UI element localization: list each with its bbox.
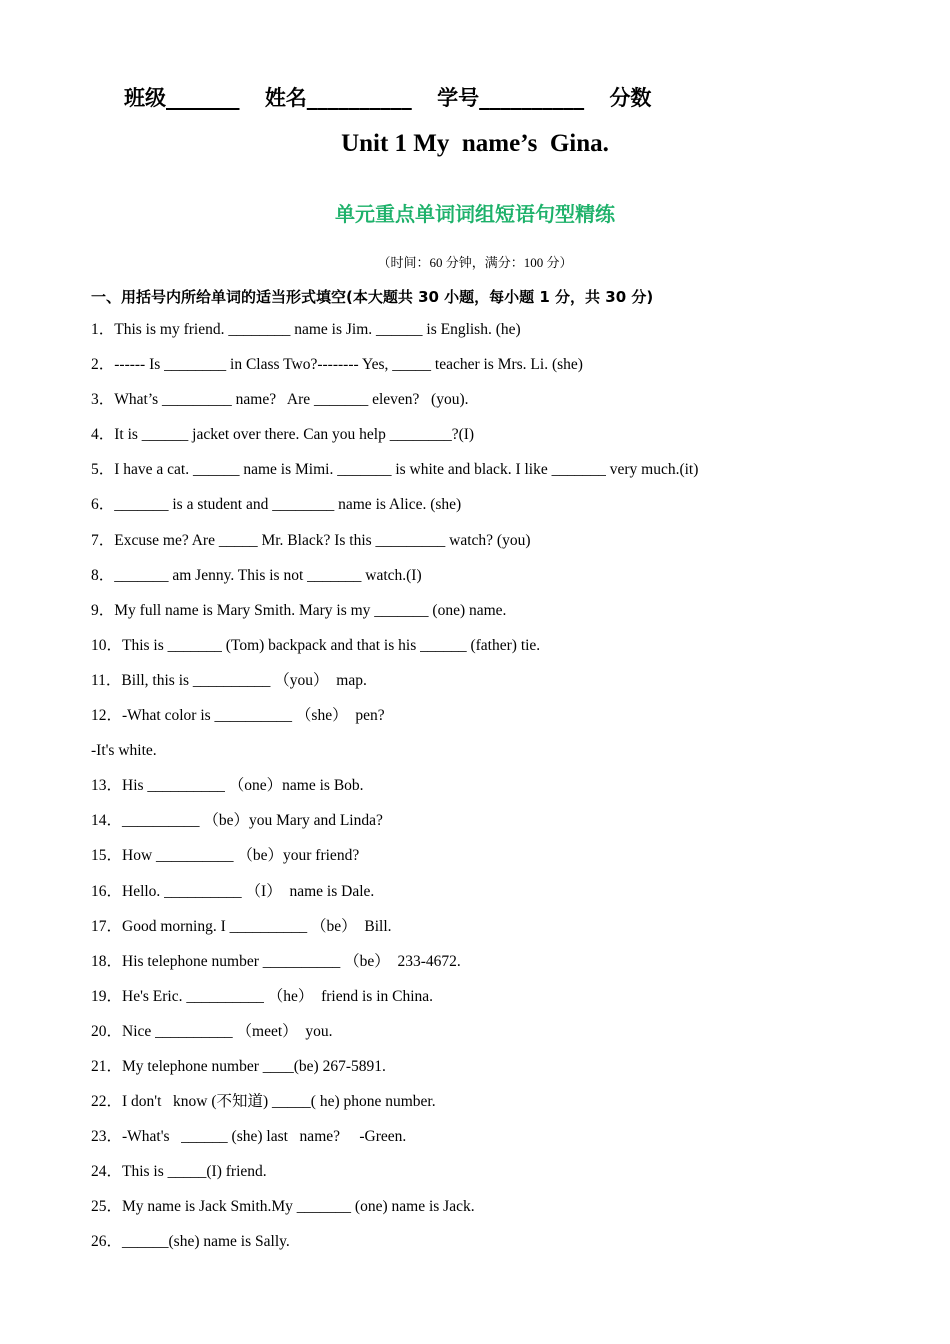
unit-title: Unit 1 My name’s Gina. bbox=[341, 130, 609, 157]
question-item: 18．His telephone number __________ （be） 233-4672. bbox=[91, 952, 461, 970]
question-item: 10．This is _______ (Tom) backpack and that is his ______ (father) tie. bbox=[91, 636, 541, 654]
question-item: 19．He's Eric. __________ （he） friend is in China. bbox=[91, 987, 434, 1005]
worksheet-subtitle: 单元重点单词词组短语句型精练 bbox=[335, 202, 615, 226]
score-field-label: 分数 bbox=[609, 86, 652, 110]
question-item: 16．Hello. __________ （I） name is Dale. bbox=[91, 882, 375, 900]
question-item: 14．__________ （be）you Mary and Linda? bbox=[91, 812, 383, 830]
question-item: 24．This is _____(I) friend. bbox=[91, 1163, 267, 1181]
question-item: 6．_______ is a student and ________ name is Alice. (she) bbox=[91, 496, 462, 514]
section-heading: 一、用括号内所给单词的适当形式填空(本大题共 30 小题，每小题 1 分，共 30 分) bbox=[91, 288, 654, 306]
question-item: 8．_______ am Jenny. This is not _______ watch.(I) bbox=[91, 566, 422, 584]
question-item: -It's white. bbox=[91, 742, 157, 760]
class-field-label: 班级_______ bbox=[124, 86, 240, 110]
student-id-field-label: 学号__________ bbox=[437, 86, 585, 110]
question-item: 7．Excuse me? Are _____ Mr. Black? Is this _________ watch? (you) bbox=[91, 531, 531, 549]
question-item: 9．My full name is Mary Smith. Mary is my _______ (one) name. bbox=[91, 601, 507, 619]
question-item: 23．-What's ______ (she) last name? -Green. bbox=[91, 1128, 407, 1146]
time-score-note: （时间：60 分钟，满分：100 分） bbox=[377, 255, 573, 270]
question-item: 3．What’s _________ name? Are _______ eleven? (you). bbox=[91, 391, 469, 409]
name-field-label: 姓名__________ bbox=[264, 86, 412, 110]
question-item: 25．My name is Jack Smith.My _______ (one) name is Jack. bbox=[91, 1198, 475, 1216]
question-item: 13．His __________ （one）name is Bob. bbox=[91, 777, 364, 795]
question-item: 21．My telephone number ____(be) 267-5891. bbox=[91, 1057, 386, 1075]
question-item: 12．-What color is __________ （she） pen? bbox=[91, 707, 385, 725]
question-item: 11．Bill, this is __________ （you） map. bbox=[91, 671, 367, 689]
question-item: 5．I have a cat. ______ name is Mimi. _______ is white and black. I like _______ very much.(it) bbox=[91, 461, 699, 479]
question-item: 2．------ Is ________ in Class Two?-------- Yes, _____ teacher is Mrs. Li. (she) bbox=[91, 356, 583, 374]
question-item: 17．Good morning. I __________ （be） Bill. bbox=[91, 917, 392, 935]
question-item: 4．It is ______ jacket over there. Can you help ________?(I) bbox=[91, 426, 475, 444]
question-item: 1．This is my friend. ________ name is Jim. ______ is English. (he) bbox=[91, 321, 521, 338]
question-item: 22．I don't know (不知道) _____( he) phone number. bbox=[91, 1093, 436, 1111]
question-item: 26．______(she) name is Sally. bbox=[91, 1233, 290, 1251]
student-info-line bbox=[124, 82, 669, 112]
question-list bbox=[91, 319, 911, 1267]
question-item: 20．Nice __________ （meet） you. bbox=[91, 1022, 333, 1040]
question-item: 15．How __________ （be）your friend? bbox=[91, 847, 360, 865]
